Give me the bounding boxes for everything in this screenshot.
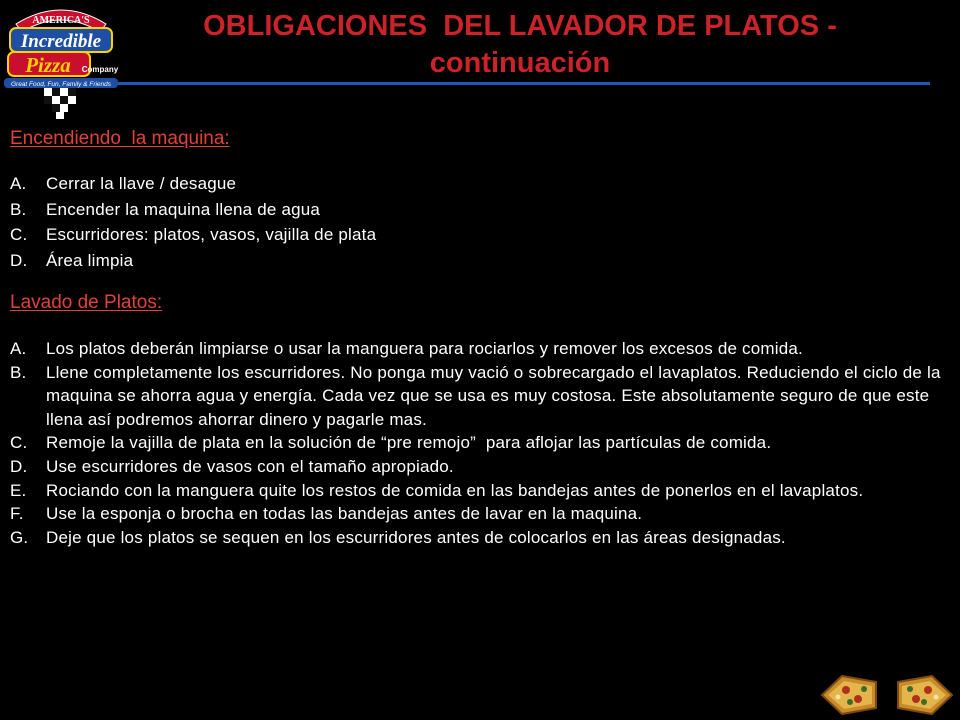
previous-slide-button[interactable] <box>820 672 878 718</box>
next-slide-button[interactable] <box>896 672 954 718</box>
list-item-text: Use la esponja o brocha en todas las bandejas antes de lavar en la maquina. <box>46 504 643 524</box>
list-marker: C. <box>10 433 28 453</box>
list-item <box>10 455 955 479</box>
list-marker: B. <box>10 362 27 382</box>
list-item <box>10 248 955 274</box>
checkered-flag-graphic <box>44 88 76 119</box>
list-marker: A. <box>10 174 27 193</box>
list-item-text: Escurridores: platos, vasos, vajilla de plata <box>46 225 377 244</box>
list-item-text: Los platos deberán limpiarse o usar la manguera para rociarlos y remover los excesos de comida. <box>46 339 803 358</box>
list-item-text: Cerrar la llave / desague <box>46 174 237 193</box>
list-marker: E. <box>10 480 27 500</box>
logo-tagline: Great Food, Fun, Family & Friends <box>10 81 112 88</box>
section-heading-dishwashing: Lavado de Platos: <box>10 292 163 313</box>
list-marker: A. <box>10 339 27 358</box>
logo-word-incredible: Incredible <box>20 31 102 52</box>
title-divider <box>118 82 930 85</box>
list-item-text: Rociando con la manguera quite los restos de comida en las bandejas antes de ponerlos en el lavaplatos. <box>46 480 864 500</box>
list-item-text: Use escurridores de vasos con el tamaño apropiado. <box>46 456 454 476</box>
section-heading-startup: Encendiendo la maquina: <box>10 128 230 149</box>
pizza-arrow-left-icon <box>820 672 878 718</box>
list-item <box>10 361 955 432</box>
list-item-text: Encender la maquina llena de agua <box>46 199 321 219</box>
list-item <box>10 222 955 248</box>
list-item-text: Llene completamente los escurridores. No ponga muy vació o sobrecargado el lavaplatos. Reduciendo el ciclo de la maquina se ahorra agua y energía. Cada vez que se usa es muy costosa. Este absolutamente seguro de que este llena así podremos ahorrar dinero y pagarle mas. <box>46 362 941 429</box>
list-item-text: Deje que los platos se sequen en los escurridores antes de colocarlos en las áreas designadas. <box>46 527 786 547</box>
logo-word-company: Company <box>81 65 119 74</box>
page-title-line1: OBLIGACIONES DEL LAVADOR DE PLATOS - <box>203 10 837 42</box>
list-marker: D. <box>10 456 28 476</box>
list-item <box>10 526 955 550</box>
page-title-line2: continuación <box>429 47 611 79</box>
list-marker: B. <box>10 199 27 219</box>
logo-word-pizza: Pizza <box>25 53 71 77</box>
list-item <box>10 197 955 223</box>
company-logo <box>2 2 120 120</box>
list-marker: F. <box>10 504 24 524</box>
list-item-text: Remoje la vajilla de plata en la solución de “pre remojo” para aflojar las partículas de comida. <box>46 433 772 453</box>
list-item <box>10 171 955 197</box>
dishwashing-steps-list <box>10 337 955 549</box>
page-title <box>130 8 910 82</box>
pizza-arrow-right-icon <box>896 672 954 718</box>
list-item-text: Área limpia <box>46 250 134 270</box>
list-item <box>10 431 955 455</box>
list-item <box>10 502 955 526</box>
list-marker: C. <box>10 225 28 244</box>
list-marker: G. <box>10 527 29 547</box>
list-item <box>10 337 955 361</box>
startup-steps-list <box>10 171 955 273</box>
logo-top-text: AMERICA'S <box>32 15 90 26</box>
list-item <box>10 479 955 503</box>
list-marker: D. <box>10 250 28 270</box>
